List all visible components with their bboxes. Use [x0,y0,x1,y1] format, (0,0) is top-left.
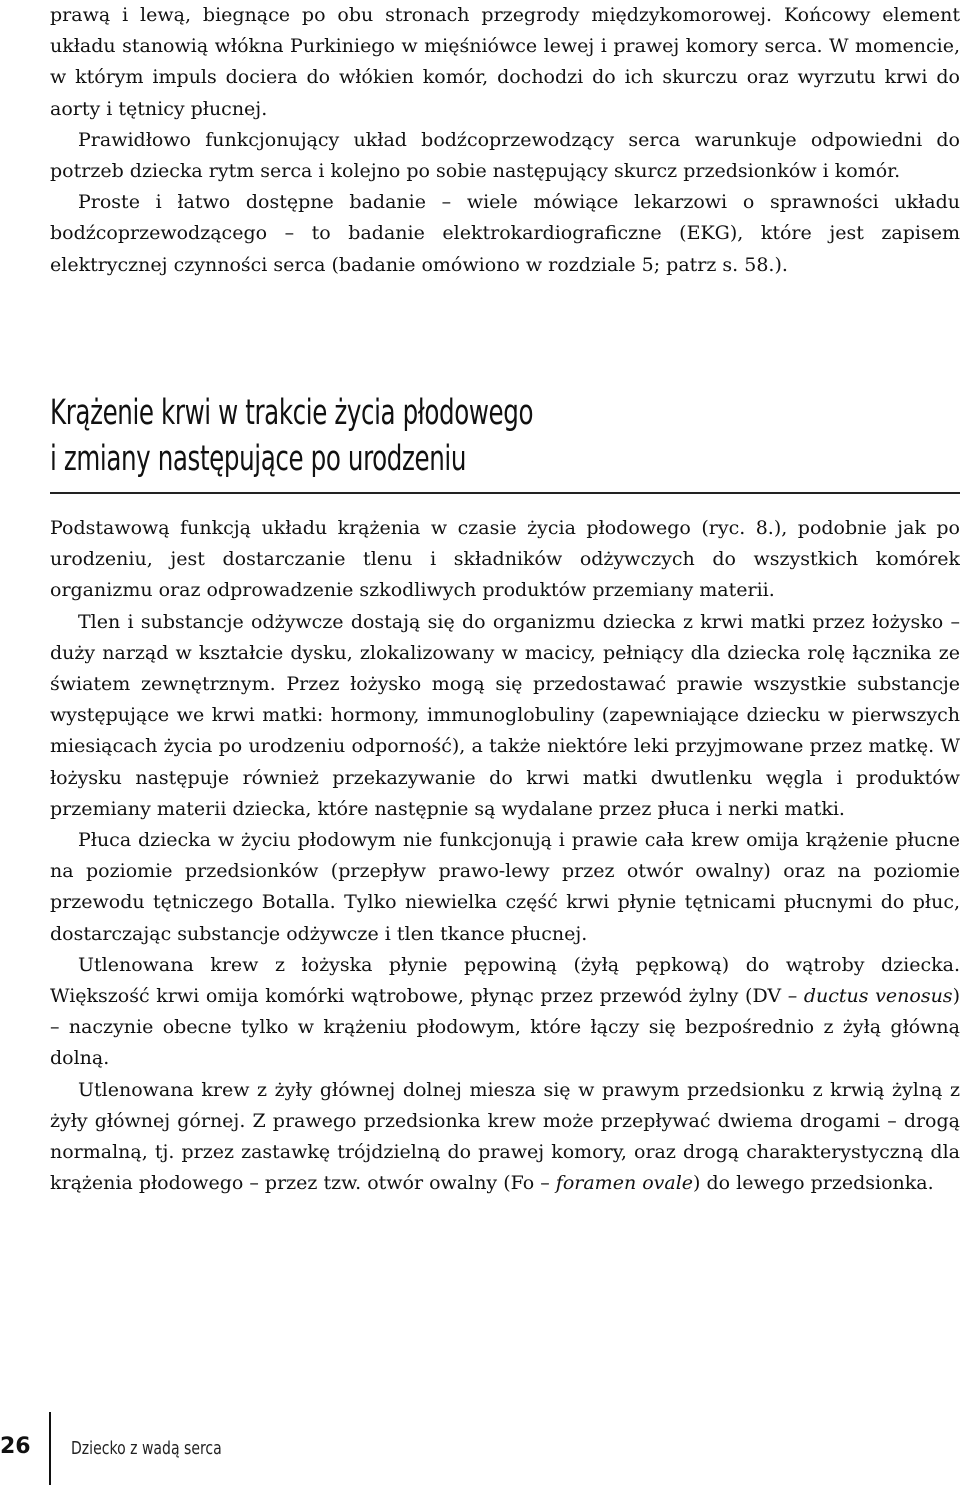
paragraph: prawą i lewą, biegnące po obu stronach przegrody międzykomorowej. Końcowy element układu stanowią włókna Purkiniego w mięśniówce lewej i prawej komory serca. W momencie, w którym impuls dociera do włókien komór, dochodzi do ich skurczu oraz wyrzutu krwi do aorty i tętnicy płucnej. [50,4,960,120]
paragraph-text: Utlenowana krew z łożyska płynie pępowiną (żyłą pępkową) do wątroby dziecka. Większość krwi omija komórki wątrobowe, płynąc przez przewód żylny (DV – [50,953,960,1008]
paragraph: Tlen i substancje odżywcze dostają się do organizmu dziecka z krwi matki przez łożysko – duży narząd w kształcie dysku, zlokalizowany w macicy, pełniący dla dziecka rolę łącznika ze światem zewnętrznym. Przez łożysko mogą się przedostawać prawie wszystkie substancje występujące we krwi matki: hormony, immunoglobuliny (zapewniające dziecku w pierwszych miesiącach życia po urodzeniu odporność), a także niektóre leki przyjmowane przez matkę. W łożysku następuje również przekazywanie do krwi matki dwutlenku węgla i produktów przemiany materii dziecka, które następnie są wydalane przez płuca i nerki matki. [50,610,960,820]
section-heading [50,390,760,482]
paragraph-text: Utlenowana krew z żyły głównej dolnej miesza się w prawym przedsionku z krwią żylną z żyły głównej górnej. Z prawego przedsionka krew może przepływać dwiema drogami – drogą normalną, tj. przez zastawkę trójdzielną do prawej komory, oraz drogą charakterystyczną dla krążenia płodowego – przez tzw. otwór owalny (Fo – [50,1078,960,1195]
section-text [50,513,960,1199]
heading-rule [50,492,960,494]
paragraph: Płuca dziecka w życiu płodowym nie funkcjonują i prawie cała krew omija krążenie płucne na poziomie przedsionków (przepływ prawo-lewy przez otwór owalny) oraz na poziomie przewodu tętniczego Botalla. Tylko niewielka część krwi płynie tętnicami płucnymi do płuc, dostarczając substancje odżywcze i tlen tkance płucnej. [50,829,960,945]
latin-term: ductus venosus [803,985,953,1008]
paragraph: Podstawową funkcją układu krążenia w czasie życia płodowego (ryc. 8.), podobnie jak po urodzeniu, jest dostarczanie tlenu i składników odżywczych do wszystkich komórek organizmu oraz odprowadzenie szkodliwych produktów przemiany materii. [50,517,960,602]
paragraph: Prawidłowo funkcjonujący układ bodźcoprzewodzący serca warunkuje odpowiedni do potrzeb dziecka rytm serca i kolejno po sobie następujący skurcz przedsionków i komór. [50,128,960,183]
footer-divider [49,1412,51,1485]
running-footer-title: Dziecko z wadą serca [71,1438,222,1459]
paragraph [50,1075,960,1200]
paragraph: Proste i łatwo dostępne badanie – wiele mówiące lekarzowi o sprawności układu bodźcoprzewodzącego – to badanie elektrokardiograficzne (EKG), które jest zapisem elektrycznej czynności serca (badanie omówiono w rozdziale 5; patrz s. 58.). [50,191,960,276]
paragraph-text: ) – naczynie obecne tylko w krążeniu płodowym, które łączy się bezpośrednio z żyłą główną dolną. [50,985,960,1070]
paragraph [50,950,960,1075]
section-heading-line-2: i zmiany następujące po urodzeniu [50,439,467,479]
section-heading-line-1: Krążenie krwi w trakcie życia płodowego [50,393,534,433]
intro-text [50,0,960,281]
latin-term: foramen ovale [555,1172,694,1195]
paragraph-text: ) do lewego przedsionka. [693,1172,934,1195]
page-number: 26 [0,1434,31,1459]
